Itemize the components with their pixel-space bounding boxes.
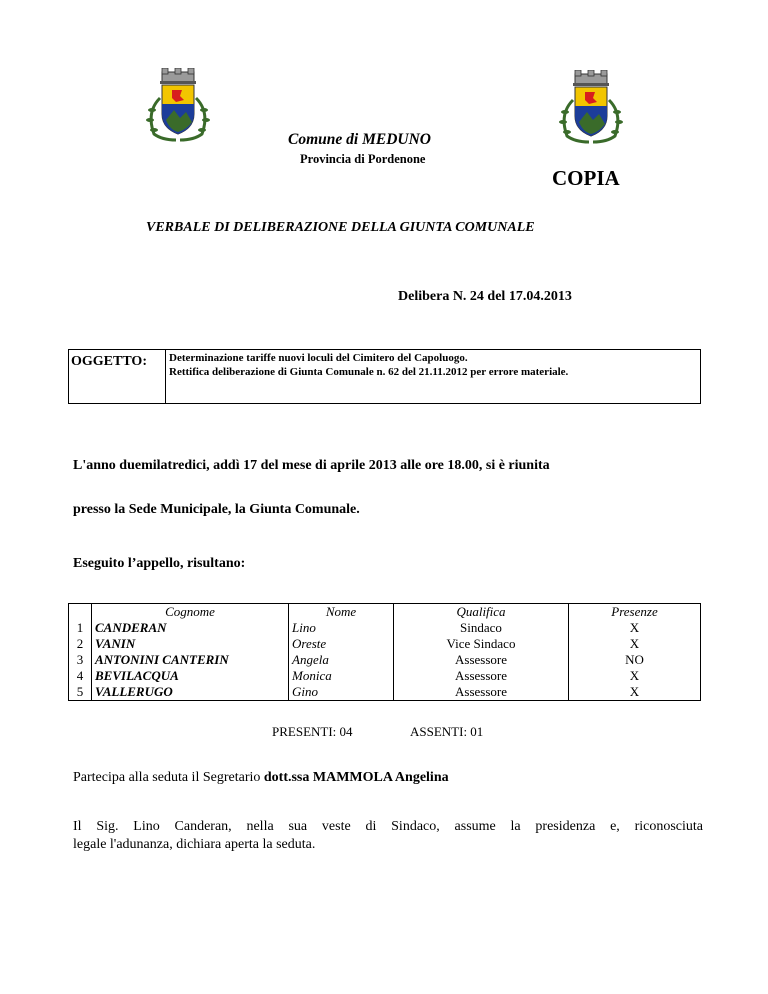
table-row (69, 620, 701, 636)
table-row (69, 636, 701, 652)
row-surname: ANTONINI CANTERIN (92, 652, 289, 668)
document-title: VERBALE DI DELIBERAZIONE DELLA GIUNTA COMUNALE (146, 220, 535, 235)
header-presence: Presenze (569, 604, 701, 621)
row-presence: X (569, 684, 701, 701)
row-role: Assessore (394, 652, 569, 668)
mayor-paragraph-line-1: Il Sig. Lino Canderan, nella sua veste di Sindaco, assume la presidenza e, riconosciuta (73, 819, 703, 834)
row-number: 4 (69, 668, 92, 684)
row-first-name: Monica (289, 668, 394, 684)
subject-box (68, 349, 701, 404)
secretary-prefix: Partecipa alla seduta il Segretario (73, 770, 264, 785)
header-number (69, 604, 92, 621)
row-surname: VANIN (92, 636, 289, 652)
mayor-paragraph-line-2: legale l'adunanza, dichiara aperta la seduta. (73, 837, 316, 852)
roll-call-text: Eseguito l’appello, risultano: (73, 556, 246, 571)
municipal-crest-left (132, 68, 224, 144)
row-presence: NO (569, 652, 701, 668)
row-role: Sindaco (394, 620, 569, 636)
intro-line-1: L'anno duemilatredici, addì 17 del mese di aprile 2013 alle ore 18.00, si è riunita (73, 458, 550, 473)
present-count: PRESENTI: 04 (272, 724, 353, 739)
table-row (69, 668, 701, 684)
row-role: Vice Sindaco (394, 636, 569, 652)
province-name: Provincia di Pordenone (300, 152, 426, 166)
row-number: 2 (69, 636, 92, 652)
attendance-table (68, 603, 701, 701)
row-first-name: Angela (289, 652, 394, 668)
header-role: Qualifica (394, 604, 569, 621)
row-surname: CANDERAN (92, 620, 289, 636)
row-number: 3 (69, 652, 92, 668)
row-presence: X (569, 668, 701, 684)
secretary-line (73, 770, 449, 786)
subject-label: OGGETTO: (71, 354, 147, 369)
row-presence: X (569, 620, 701, 636)
municipality-name: Comune di MEDUNO (288, 131, 431, 148)
copy-label: COPIA (552, 166, 620, 190)
absent-count: ASSENTI: 01 (410, 724, 484, 739)
secretary-name: dott.ssa MAMMOLA Angelina (263, 770, 449, 785)
row-first-name: Gino (289, 684, 394, 701)
row-surname: VALLERUGO (92, 684, 289, 701)
resolution-number: Delibera N. 24 del 17.04.2013 (398, 289, 572, 304)
row-first-name: Oreste (289, 636, 394, 652)
row-presence: X (569, 636, 701, 652)
attendance-header-row (69, 604, 701, 621)
row-role: Assessore (394, 668, 569, 684)
subject-line-2: Rettifica deliberazione di Giunta Comunale n. 62 del 21.11.2012 per errore materiale. (169, 366, 569, 378)
subject-divider (165, 350, 166, 403)
row-number: 1 (69, 620, 92, 636)
row-surname: BEVILACQUA (92, 668, 289, 684)
row-number: 5 (69, 684, 92, 701)
table-row (69, 652, 701, 668)
header-first-name: Nome (289, 604, 394, 621)
table-row (69, 684, 701, 701)
subject-line-1: Determinazione tariffe nuovi loculi del Cimitero del Capoluogo. (169, 352, 468, 364)
municipal-crest-right (545, 70, 637, 146)
row-role: Assessore (394, 684, 569, 701)
header-surname: Cognome (92, 604, 289, 621)
intro-line-2: presso la Sede Municipale, la Giunta Comunale. (73, 502, 360, 517)
row-first-name: Lino (289, 620, 394, 636)
